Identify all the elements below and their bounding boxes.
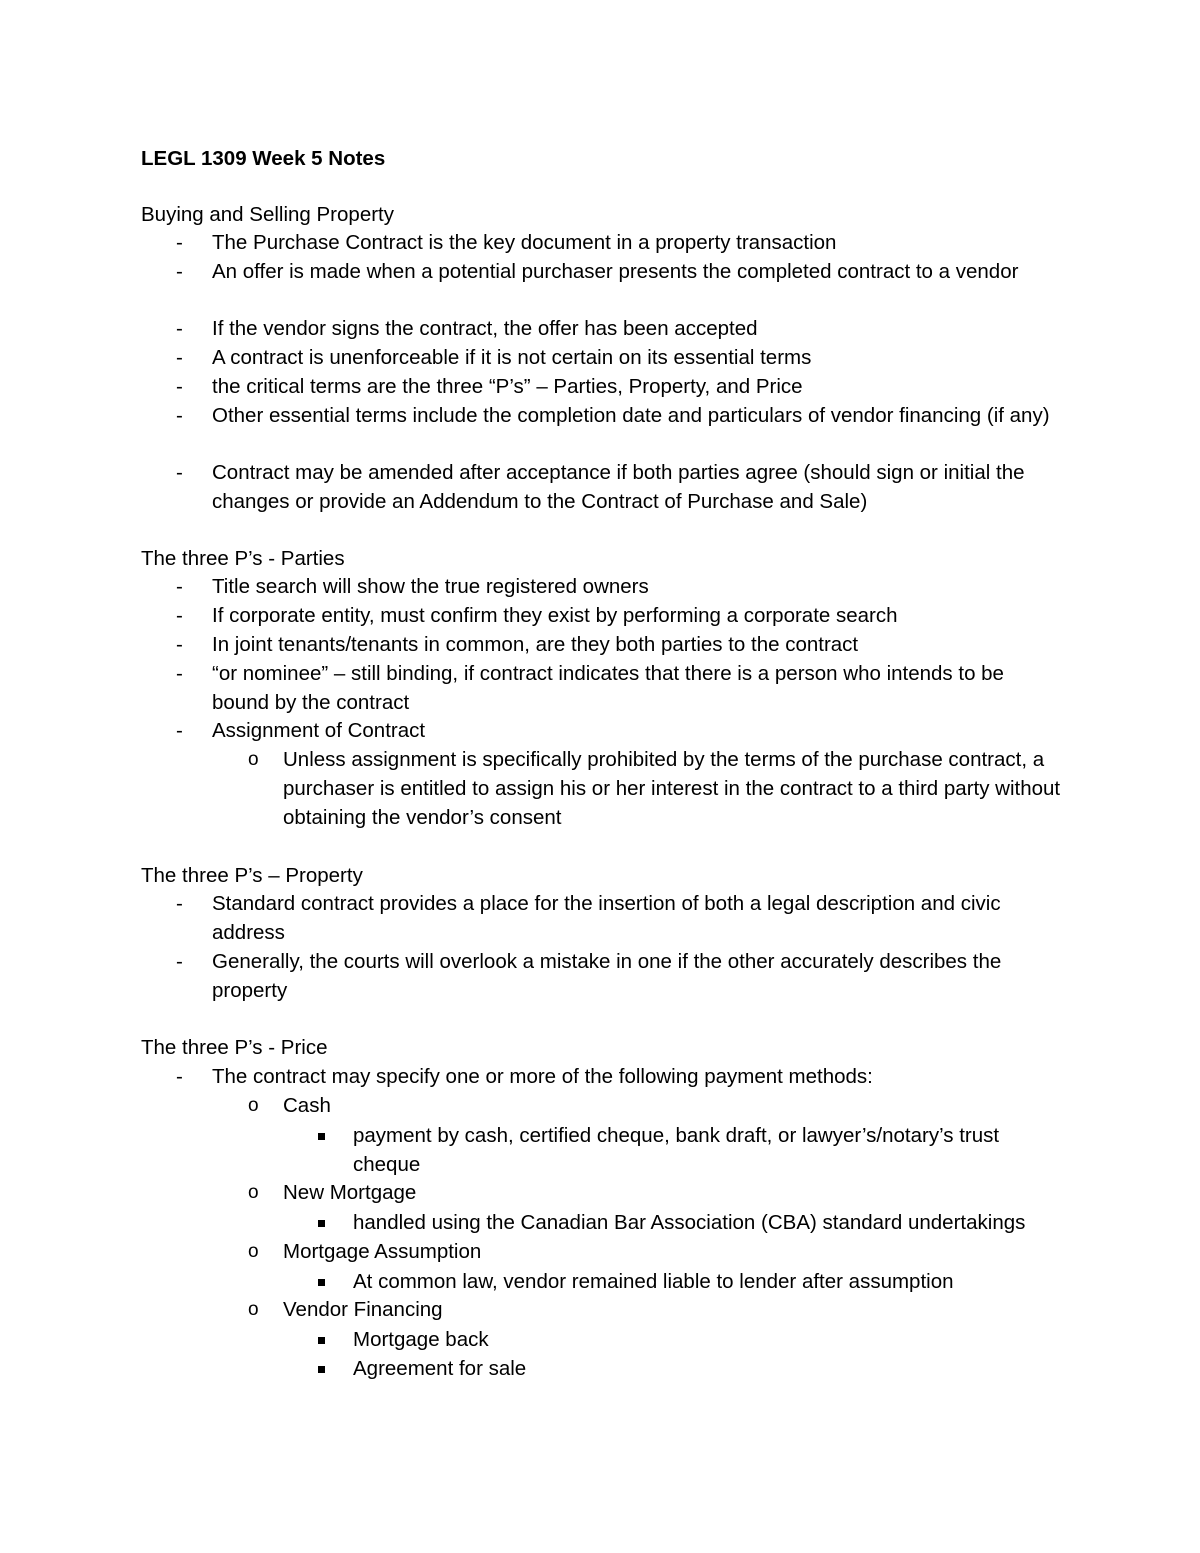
section-heading-property: The three P’s – Property [141,864,363,887]
dash-bullet: - [176,633,183,656]
list-item [176,948,1066,1006]
payment-detail [318,1355,1070,1384]
payment-method-vendor-financing [248,1296,1068,1325]
sub-list-item [248,746,1068,832]
circle-bullet: o [248,1299,259,1320]
dash-bullet: - [176,719,183,742]
dash-bullet: - [176,317,183,340]
payment-method-label: Vendor Financing [283,1298,443,1321]
section-heading-price: The three P’s - Price [141,1036,328,1059]
list-item-text: Generally, the courts will overlook a mistake in one if the other accurately describes the property [212,950,1002,1002]
circle-bullet: o [248,1241,259,1262]
list-item [176,660,1066,718]
list-item [176,573,1066,602]
payment-method-new-mortgage [248,1179,1068,1208]
list-item [176,258,1066,287]
list-item [176,459,1066,517]
dash-bullet: - [176,662,183,685]
list-item-text: the critical terms are the three “P’s” – Parties, Property, and Price [212,375,803,398]
circle-bullet: o [248,1095,259,1116]
dash-bullet: - [176,404,183,427]
sub-list-item-text: Unless assignment is specifically prohibited by the terms of the purchase contract, a purchaser is entitled to assign his or her interest in the contract to a third party without obtaining the vendor’s consent [283,748,1061,829]
list-item-text: In joint tenants/tenants in common, are they both parties to the contract [212,633,859,656]
list-item [176,602,1066,631]
list-item-text: A contract is unenforceable if it is not certain on its essential terms [212,346,812,369]
square-bullet [318,1279,325,1286]
list-item-text: Contract may be amended after acceptance if both parties agree (should sign or initial the changes or provide an Addendum to the Contract of Purchase and Sale) [212,461,1025,513]
square-bullet [318,1220,325,1227]
square-bullet [318,1366,325,1373]
dash-bullet: - [176,892,183,915]
payment-detail [318,1326,1070,1355]
list-item-text: An offer is made when a potential purchaser presents the completed contract to a vendor [212,260,1019,283]
dash-bullet: - [176,346,183,369]
list-item [176,717,1066,746]
payment-detail-text: Mortgage back [353,1328,489,1351]
section-heading-parties: The three P’s - Parties [141,547,345,570]
square-bullet [318,1133,325,1140]
dash-bullet: - [176,375,183,398]
list-item [176,402,1066,431]
list-item-text: Other essential terms include the completion date and particulars of vendor financing (if any) [212,404,1050,427]
payment-detail-text: Agreement for sale [353,1357,527,1380]
list-item [176,229,1066,258]
list-item [176,344,1066,373]
payment-method-mortgage-assumption [248,1238,1068,1267]
list-item [176,373,1066,402]
list-item-text: The Purchase Contract is the key document in a property transaction [212,231,837,254]
dash-bullet: - [176,231,183,254]
payment-method-label: Mortgage Assumption [283,1240,482,1263]
document-title: LEGL 1309 Week 5 Notes [141,147,386,170]
payment-detail-text: At common law, vendor remained liable to lender after assumption [353,1270,954,1293]
list-item-text: If corporate entity, must confirm they exist by performing a corporate search [212,604,898,627]
list-item [176,631,1066,660]
section-heading-buying-selling: Buying and Selling Property [141,203,394,226]
list-item-text: “or nominee” – still binding, if contract indicates that there is a person who intends to be bound by the contract [212,662,1004,714]
payment-method-label: New Mortgage [283,1181,417,1204]
payment-detail [318,1268,1070,1297]
dash-bullet: - [176,461,183,484]
dash-bullet: - [176,950,183,973]
list-item-text: The contract may specify one or more of the following payment methods: [212,1065,873,1088]
dash-bullet: - [176,260,183,283]
list-item-text: If the vendor signs the contract, the offer has been accepted [212,317,758,340]
payment-detail-text: payment by cash, certified cheque, bank draft, or lawyer’s/notary’s trust cheque [353,1124,1000,1176]
square-bullet [318,1337,325,1344]
list-item-text: Standard contract provides a place for the insertion of both a legal description and civic address [212,892,1001,944]
payment-method-cash [248,1092,1068,1121]
list-item-text: Assignment of Contract [212,719,426,742]
payment-method-label: Cash [283,1094,331,1117]
list-item [176,1063,1066,1092]
list-item [176,890,1066,948]
dash-bullet: - [176,604,183,627]
list-item-text: Title search will show the true registered owners [212,575,649,598]
list-item [176,315,1066,344]
payment-detail-text: handled using the Canadian Bar Association (CBA) standard undertakings [353,1211,1026,1234]
dash-bullet: - [176,575,183,598]
payment-detail [318,1122,1070,1180]
circle-bullet: o [248,1182,259,1203]
circle-bullet: o [248,749,259,770]
dash-bullet: - [176,1065,183,1088]
payment-detail [318,1209,1070,1238]
